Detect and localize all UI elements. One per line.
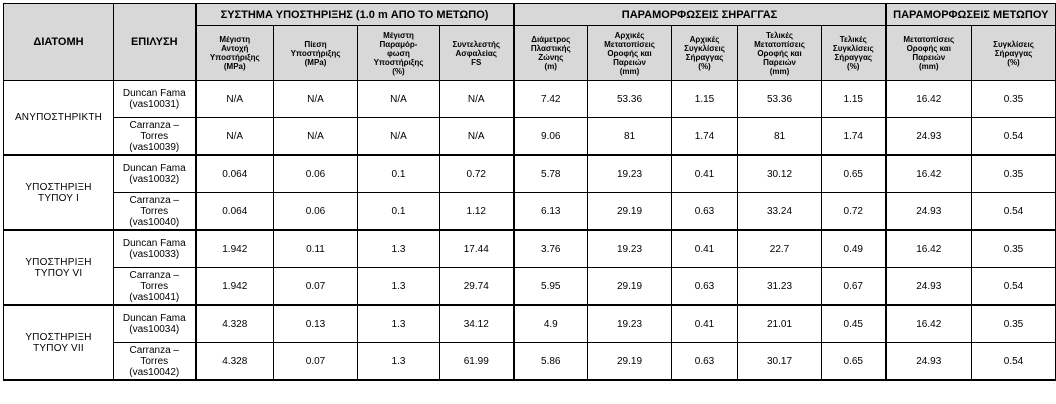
value-cell: 0.35 (972, 230, 1056, 268)
value-cell: 0.72 (440, 155, 514, 193)
section-label: ΥΠΟΣΤΗΡΙΞΗ ΤΥΠΟΥ VI (4, 230, 114, 305)
value-cell: 19.23 (588, 155, 672, 193)
header-row-groups (4, 4, 1056, 26)
value-cell: 0.54 (972, 268, 1056, 306)
column-header: Πίεση Υποστήριξης (MPa) (274, 26, 358, 81)
method-cell: Duncan Fama (vas10031) (114, 81, 196, 118)
value-cell: N/A (196, 118, 274, 156)
value-cell: 30.12 (738, 155, 822, 193)
value-cell: 1.15 (822, 81, 886, 118)
column-header: Συγκλίσεις Σήραγγας (%) (972, 26, 1056, 81)
value-cell: 0.07 (274, 268, 358, 306)
value-cell: 53.36 (738, 81, 822, 118)
value-cell: 24.93 (886, 343, 972, 381)
value-cell: 19.23 (588, 305, 672, 343)
section-label: ΥΠΟΣΤΗΡΙΞΗ ΤΥΠΟΥ Ι (4, 155, 114, 230)
value-cell: 0.13 (274, 305, 358, 343)
value-cell: 81 (738, 118, 822, 156)
column-header: Τελικές Μετατοπίσεις Οροφής και Παρειών (mm) (738, 26, 822, 81)
value-cell: 5.86 (514, 343, 588, 381)
value-cell: 9.06 (514, 118, 588, 156)
value-cell: 1.3 (358, 305, 440, 343)
value-cell: 0.63 (672, 268, 738, 306)
value-cell: N/A (358, 118, 440, 156)
value-cell: 7.42 (514, 81, 588, 118)
value-cell: 6.13 (514, 193, 588, 231)
method-cell: Carranza – Torres (vas10039) (114, 118, 196, 156)
value-cell: 24.93 (886, 268, 972, 306)
value-cell: 0.49 (822, 230, 886, 268)
value-cell: 16.42 (886, 230, 972, 268)
value-cell: 0.41 (672, 230, 738, 268)
value-cell: 0.41 (672, 305, 738, 343)
table-row (4, 155, 1056, 193)
section-label: ΥΠΟΣΤΗΡΙΞΗ ΤΥΠΟΥ VII (4, 305, 114, 380)
value-cell: N/A (440, 81, 514, 118)
value-cell: 5.95 (514, 268, 588, 306)
value-cell: 19.23 (588, 230, 672, 268)
value-cell: 0.07 (274, 343, 358, 381)
value-cell: N/A (440, 118, 514, 156)
value-cell: 1.942 (196, 268, 274, 306)
value-cell: 0.63 (672, 193, 738, 231)
value-cell: 0.54 (972, 343, 1056, 381)
value-cell: N/A (196, 81, 274, 118)
value-cell: N/A (358, 81, 440, 118)
value-cell: 0.35 (972, 155, 1056, 193)
value-cell: 0.54 (972, 118, 1056, 156)
value-cell: 21.01 (738, 305, 822, 343)
header-group-tunnel: ΠΑΡΑΜΟΡΦΩΣΕΙΣ ΣΗΡΑΓΓΑΣ (514, 4, 886, 26)
method-cell: Duncan Fama (vas10034) (114, 305, 196, 343)
value-cell: 1.15 (672, 81, 738, 118)
section-label: ΑΝΥΠΟΣΤΗΡΙΚΤΗ (4, 81, 114, 156)
value-cell: 0.35 (972, 81, 1056, 118)
column-header: Τελικές Συγκλίσεις Σήραγγας (%) (822, 26, 886, 81)
value-cell: 16.42 (886, 305, 972, 343)
value-cell: 0.35 (972, 305, 1056, 343)
value-cell: 0.63 (672, 343, 738, 381)
value-cell: 0.41 (672, 155, 738, 193)
value-cell: 29.74 (440, 268, 514, 306)
value-cell: 16.42 (886, 155, 972, 193)
value-cell: 1.3 (358, 343, 440, 381)
value-cell: 81 (588, 118, 672, 156)
value-cell: 17.44 (440, 230, 514, 268)
column-header: Μετατοπίσεις Οροφής και Παρειών (mm) (886, 26, 972, 81)
value-cell: 1.74 (672, 118, 738, 156)
value-cell: 53.36 (588, 81, 672, 118)
value-cell: 1.74 (822, 118, 886, 156)
method-cell: Duncan Fama (vas10033) (114, 230, 196, 268)
value-cell: 5.78 (514, 155, 588, 193)
value-cell: 1.3 (358, 268, 440, 306)
column-header: Διάμετρος Πλαστικής Ζώνης (m) (514, 26, 588, 81)
value-cell: 4.9 (514, 305, 588, 343)
table-row (4, 193, 1056, 231)
value-cell: 3.76 (514, 230, 588, 268)
table-row (4, 118, 1056, 156)
method-cell: Duncan Fama (vas10032) (114, 155, 196, 193)
header-epilysi: ΕΠΙΛΥΣΗ (114, 4, 196, 81)
value-cell: N/A (274, 118, 358, 156)
value-cell: 0.1 (358, 193, 440, 231)
value-cell: 0.65 (822, 343, 886, 381)
column-header: Μέγιστη Παραμόρ- φωση Υποστήριξης (%) (358, 26, 440, 81)
column-header: Αρχικές Συγκλίσεις Σήραγγας (%) (672, 26, 738, 81)
column-header: Συντελεστής Ασφαλείας FS (440, 26, 514, 81)
method-cell: Carranza – Torres (vas10040) (114, 193, 196, 231)
value-cell: 0.06 (274, 193, 358, 231)
value-cell: 16.42 (886, 81, 972, 118)
value-cell: 24.93 (886, 193, 972, 231)
value-cell: 4.328 (196, 305, 274, 343)
table-row (4, 343, 1056, 381)
results-table (3, 3, 1056, 381)
table-row (4, 305, 1056, 343)
value-cell: 29.19 (588, 193, 672, 231)
value-cell: 4.328 (196, 343, 274, 381)
column-header: Μέγιστη Αντοχή Υποστήριξης (MPa) (196, 26, 274, 81)
value-cell: 1.12 (440, 193, 514, 231)
header-group-face: ΠΑΡΑΜΟΡΦΩΣΕΙΣ ΜΕΤΩΠΟΥ (886, 4, 1056, 26)
value-cell: 34.12 (440, 305, 514, 343)
value-cell: 30.17 (738, 343, 822, 381)
value-cell: 24.93 (886, 118, 972, 156)
table-row (4, 81, 1056, 118)
value-cell: 0.54 (972, 193, 1056, 231)
value-cell: 0.67 (822, 268, 886, 306)
value-cell: 1.3 (358, 230, 440, 268)
value-cell: 0.45 (822, 305, 886, 343)
header-diatomi: ΔΙΑΤΟΜΗ (4, 4, 114, 81)
column-header: Αρχικές Μετατοπίσεις Οροφής και Παρειών (mm) (588, 26, 672, 81)
method-cell: Carranza – Torres (vas10042) (114, 343, 196, 381)
value-cell: 1.942 (196, 230, 274, 268)
value-cell: 0.11 (274, 230, 358, 268)
value-cell: N/A (274, 81, 358, 118)
value-cell: 29.19 (588, 343, 672, 381)
table-row (4, 268, 1056, 306)
method-cell: Carranza – Torres (vas10041) (114, 268, 196, 306)
value-cell: 0.1 (358, 155, 440, 193)
value-cell: 22.7 (738, 230, 822, 268)
table-row (4, 230, 1056, 268)
value-cell: 0.72 (822, 193, 886, 231)
value-cell: 0.064 (196, 155, 274, 193)
value-cell: 0.06 (274, 155, 358, 193)
header-group-support: ΣΥΣΤΗΜΑ ΥΠΟΣΤΗΡΙΞΗΣ (1.0 m ΑΠΟ ΤΟ ΜΕΤΩΠΟ) (196, 4, 514, 26)
value-cell: 29.19 (588, 268, 672, 306)
value-cell: 31.23 (738, 268, 822, 306)
value-cell: 0.064 (196, 193, 274, 231)
value-cell: 0.65 (822, 155, 886, 193)
value-cell: 33.24 (738, 193, 822, 231)
value-cell: 61.99 (440, 343, 514, 381)
